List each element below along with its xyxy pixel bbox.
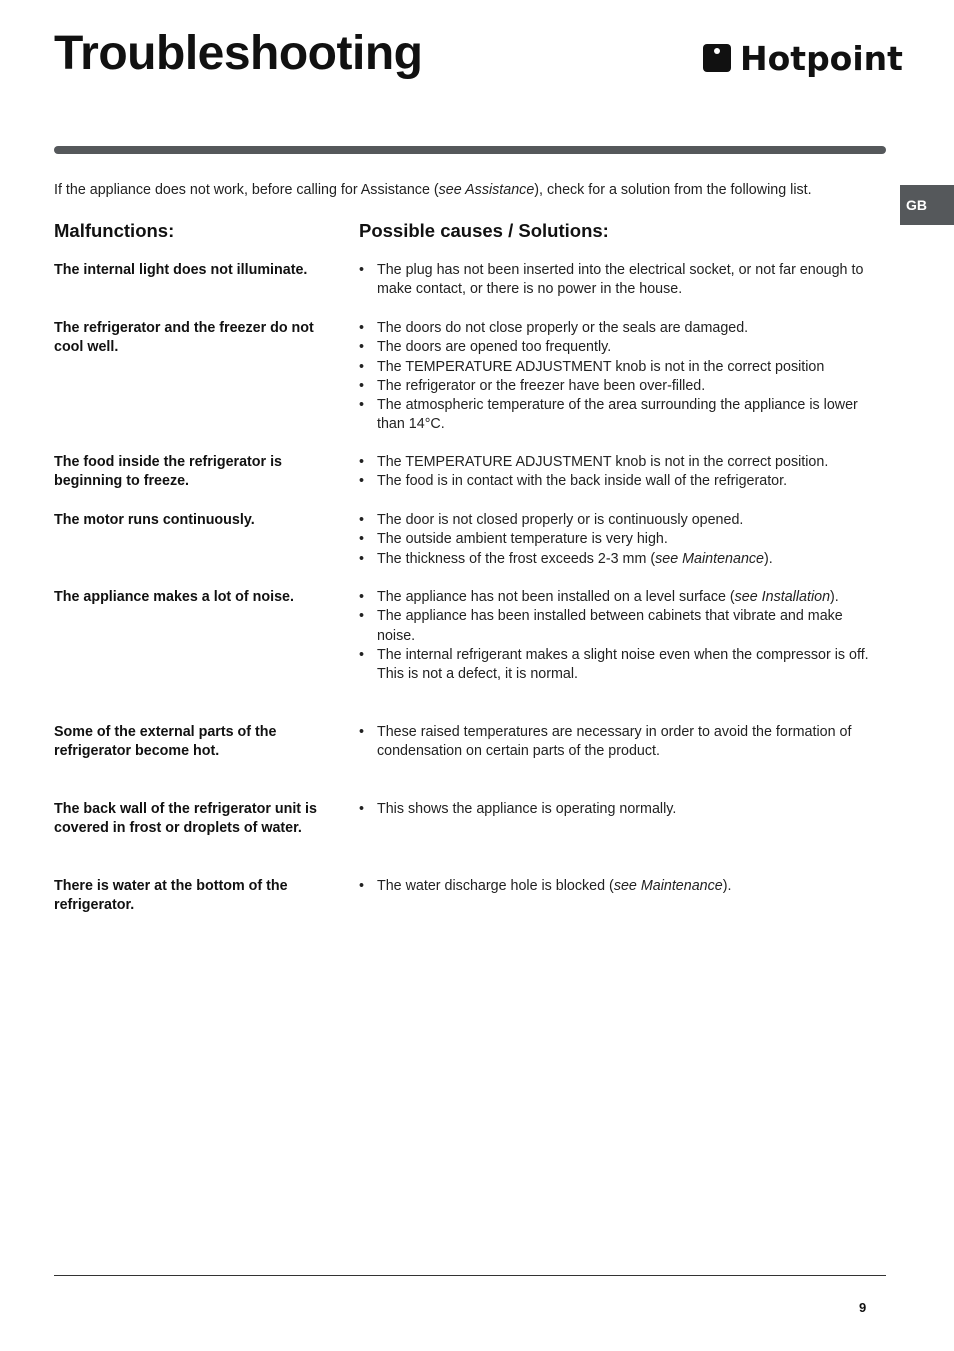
cause-text: The water discharge hole is blocked ( — [377, 878, 614, 894]
cause-text: The door is not closed properly or is continuously opened. — [377, 512, 744, 528]
cause-text: These raised temperatures are necessary in order to avoid the formation of condensation on certain parts of the product. — [377, 724, 852, 760]
malfunction-text: Some of the external parts of the refrigerator become hot. — [54, 724, 277, 760]
intro-reference: see Assistance — [438, 182, 535, 198]
footer-divider — [54, 1275, 886, 1276]
cause-item — [359, 358, 874, 377]
causes-list — [359, 588, 874, 684]
header-divider — [54, 146, 886, 154]
malfunction-text: The refrigerator and the freezer do not cool well. — [54, 320, 314, 356]
cause-item — [359, 319, 874, 338]
cause-text: ). — [830, 589, 839, 605]
malfunction-text: The internal light does not illuminate. — [54, 262, 308, 278]
causes-list — [359, 319, 874, 435]
cause-item — [359, 453, 874, 472]
cause-item — [359, 607, 874, 646]
cause-item — [359, 646, 874, 685]
intro-before: If the appliance does not work, before calling for Assistance ( — [54, 182, 439, 198]
cause-item — [359, 472, 874, 491]
cause-item — [359, 800, 874, 819]
cause-text: This shows the appliance is operating normally. — [377, 801, 677, 817]
causes-list — [359, 511, 874, 569]
cause-reference: see Maintenance — [613, 878, 723, 894]
cause-text: The thickness of the frost exceeds 2-3 mm ( — [377, 550, 656, 567]
causes-list — [359, 453, 874, 492]
hotpoint-logo — [703, 38, 903, 78]
page-title: Troubleshooting — [54, 27, 423, 80]
causes-list — [359, 877, 874, 896]
cause-text: The TEMPERATURE ADJUSTMENT knob is not in the correct position — [377, 358, 825, 375]
malfunction-text: The appliance makes a lot of noise. — [54, 589, 294, 605]
causes-heading: Possible causes / Solutions: — [359, 220, 609, 241]
cause-text: ). — [722, 878, 732, 894]
malfunction-text: The motor runs continuously. — [54, 512, 255, 528]
page-number: 9 — [859, 1300, 867, 1315]
intro-text — [54, 182, 812, 198]
cause-text: The internal refrigerant makes a slight noise even when the compressor is off. This is not a defect, it is normal. — [377, 646, 869, 683]
malfunction-text: The food inside the refrigerator is beginning to freeze. — [54, 454, 282, 490]
cause-text: The outside ambient temperature is very high. — [377, 531, 668, 548]
causes-list — [359, 723, 874, 762]
cause-text: The doors are opened too frequently. — [377, 339, 612, 356]
cause-item — [359, 511, 874, 530]
cause-text: ). — [764, 550, 773, 567]
cause-reference: see Maintenance — [655, 550, 764, 567]
intro-after: ), check for a solution from the following list. — [534, 182, 812, 198]
brand-name: Hotpoint — [740, 38, 903, 78]
cause-item — [359, 377, 874, 396]
cause-item — [359, 550, 874, 569]
cause-text: The atmospheric temperature of the area surrounding the appliance is lower than 14°C. — [377, 397, 858, 433]
malfunctions-heading: Malfunctions: — [54, 220, 175, 241]
cause-item — [359, 588, 874, 607]
causes-list — [359, 261, 874, 300]
cause-item — [359, 261, 874, 300]
cause-item — [359, 396, 874, 435]
cause-item — [359, 877, 874, 896]
cause-text: The TEMPERATURE ADJUSTMENT knob is not in the correct position. — [377, 454, 829, 470]
cause-text: The appliance has not been installed on a level surface ( — [377, 589, 735, 605]
cause-text: The doors do not close properly or the seals are damaged. — [377, 320, 749, 336]
cause-text: The appliance has been installed between cabinets that vibrate and make noise. — [377, 608, 843, 644]
cause-text: The food is in contact with the back inside wall of the refrigerator. — [377, 473, 788, 490]
causes-list — [359, 800, 874, 819]
cause-item — [359, 338, 874, 357]
cause-item — [359, 723, 874, 762]
cause-reference: see Installation — [734, 589, 831, 605]
cause-text: The refrigerator or the freezer have been over-filled. — [377, 377, 706, 394]
malfunction-text: There is water at the bottom of the refrigerator. — [54, 878, 288, 914]
cause-text: The plug has not been inserted into the electrical socket, or not far enough to make contact, or there is no power in the house. — [377, 262, 864, 298]
language-tab: GB — [900, 185, 954, 225]
cause-item — [359, 530, 874, 549]
malfunction-text: The back wall of the refrigerator unit is covered in frost or droplets of water. — [54, 801, 317, 837]
hotpoint-logo-icon — [703, 44, 731, 72]
